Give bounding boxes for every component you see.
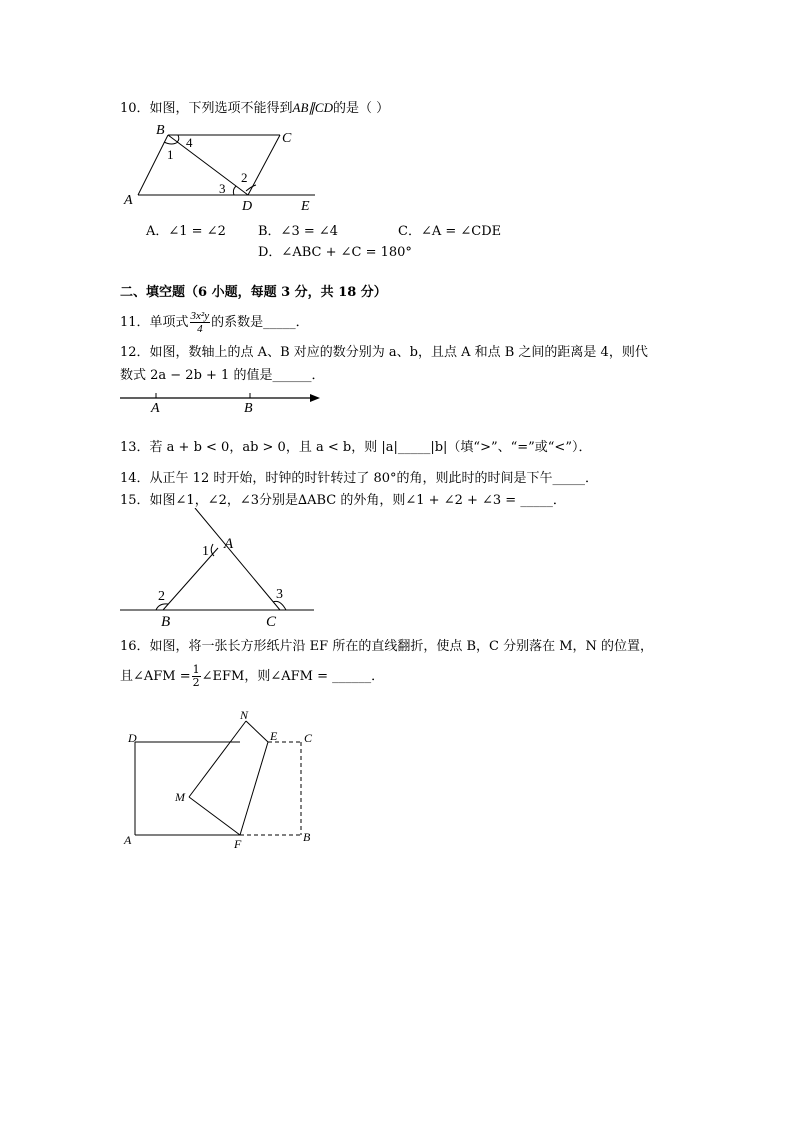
- q15-angle-2: 2: [158, 589, 165, 604]
- q10-option-a: A．∠1 = ∠2: [146, 224, 226, 239]
- q10-label-B: B: [156, 123, 165, 138]
- q16-label-E: E: [270, 729, 278, 743]
- q12-number-line: [118, 390, 328, 414]
- q10-option-d: D．∠ABC + ∠C = 180°: [258, 245, 412, 260]
- q16-line2: 且∠AFM = $\frac{1}{2}$ ∠EFM，则∠AFM = ______．: [120, 663, 385, 689]
- q16-label-N: N: [240, 708, 249, 722]
- q11-text: 11．单项式 $\frac{\text{3x²y}}{4}$ 的系数是_____．: [120, 310, 309, 335]
- q10-label-C: C: [282, 131, 292, 146]
- q16-label-D: D: [128, 731, 137, 745]
- section-heading: 二、填空题（6 小题，每题 3 分，共 18 分）: [120, 285, 387, 300]
- q10-angle-4: 4: [186, 135, 193, 150]
- q16-label-B: B: [303, 830, 311, 844]
- q10-label-A: A: [124, 193, 133, 208]
- q10-angle-1: 1: [167, 147, 174, 162]
- q10-option-c: C．∠A = ∠CDE: [398, 224, 502, 239]
- q12-label-B: B: [244, 401, 253, 414]
- q11-fraction: $\frac{\text{3x²y}}{4}$: [190, 310, 210, 335]
- q16-label-C: C: [304, 731, 313, 745]
- q16-label-F: F: [234, 837, 242, 851]
- q12-line2: 数式 2a − 2b + 1 的值是______．: [120, 368, 325, 383]
- q15-label-C: C: [266, 614, 277, 628]
- q16-fraction: $\frac{1}{2}$: [192, 663, 200, 689]
- q16-figure: [118, 705, 328, 855]
- q15-label-B: B: [161, 614, 171, 628]
- q12-label-A: A: [151, 401, 160, 414]
- q15-angle-1: 1: [202, 544, 209, 559]
- q10-label-E: E: [301, 199, 310, 212]
- q10-angle-3: 3: [219, 181, 226, 196]
- q10-label-D: D: [242, 199, 253, 212]
- q13-text: 13．若 a + b < 0，ab > 0，且 a < b，则 |a|_____|b|（填“>”、“=”或“<”）．: [120, 440, 592, 455]
- q16-line1: 16．如图，将一张长方形纸片沿 EF 所在的直线翻折，使点 B，C 分别落在 M，N 的位置，: [120, 639, 654, 654]
- q14-text: 14．从正午 12 时开始，时钟的时针转过了 80°的角，则此时的时间是下午_____．: [120, 471, 599, 486]
- q10-figure: [120, 122, 320, 212]
- q12-line1: 12．如图，数轴上的点 A、B 对应的数分别为 a、b，且点 A 和点 B 之间的距离是 4，则代: [120, 345, 648, 360]
- q10-stem: 10．如图，下列选项不能得到AB∥CD的是（ ）: [120, 100, 390, 116]
- q16-label-M: M: [175, 790, 185, 804]
- q15-figure: [118, 508, 318, 628]
- q16-label-A: A: [124, 833, 132, 847]
- q15-label-A: A: [224, 536, 234, 552]
- q10-angle-2: 2: [241, 170, 248, 185]
- q15-text: 15．如图∠1，∠2，∠3分别是∆ABC 的外角，则∠1 + ∠2 + ∠3 = _____．: [120, 493, 566, 508]
- q15-angle-3: 3: [276, 587, 283, 602]
- q10-option-b: B．∠3 = ∠4: [258, 224, 339, 239]
